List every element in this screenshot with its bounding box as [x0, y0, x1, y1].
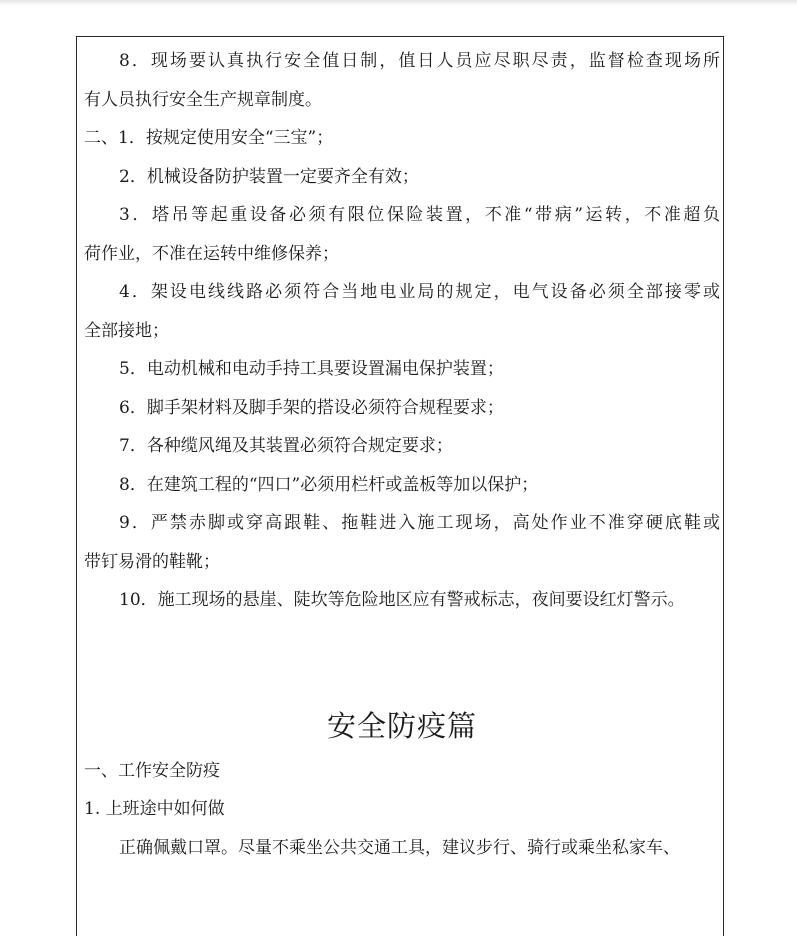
part-two-lines [84, 752, 720, 868]
text-line: 3．塔吊等起重设备必须有限位保险装置，不准“带病”运转，不准超负 [119, 205, 720, 225]
text-line: 有人员执行安全生产规章制度。 [84, 89, 322, 110]
blank-space [84, 620, 720, 700]
text-line: 1. 上班途中如何做 [84, 799, 225, 819]
text-line: 全部接地； [84, 320, 169, 341]
text-line: 荷作业，不准在运转中维修保养； [84, 243, 339, 264]
text-line: 5．电动机械和电动手持工具要设置漏电保护装置； [119, 359, 504, 379]
document-body [84, 42, 720, 867]
text-line: 6．脚手架材料及脚手架的搭设必须符合规程要求； [119, 397, 504, 418]
text-line: 10．施工现场的悬崖、陡坎等危险地区应有警戒标志，夜间要设红灯警示。 [119, 590, 685, 610]
text-line: 一、工作安全防疫 [84, 760, 220, 781]
text-line: 4．架设电线线路必须符合当地电业局的规定，电气设备必须全部接零或 [119, 282, 720, 302]
page-top-shadow [0, 0, 797, 6]
text-line: 2．机械设备防护装置一定要齐全有效； [119, 166, 419, 187]
text-line: 7．各种缆风绳及其装置必须符合规定要求； [119, 436, 453, 456]
section-title: 安全防疫篇 [326, 708, 477, 743]
text-line: 二、1．按规定使用安全“三宝”； [84, 128, 334, 148]
text-line: 带钉易滑的鞋靴； [84, 551, 220, 572]
part-one-lines [84, 42, 720, 620]
text-line: 9．严禁赤脚或穿高跟鞋、拖鞋进入施工现场，高处作业不准穿硬底鞋或 [119, 513, 720, 533]
text-line: 正确佩戴口罩。尽量不乘坐公共交通工具，建议步行、骑行或乘坐私家车、 [119, 837, 680, 858]
text-line: 8．现场要认真执行安全值日制，值日人员应尽职尽责，监督检查现场所 [119, 51, 720, 71]
text-line: 8．在建筑工程的“四口”必须用栏杆或盖板等加以保护； [119, 474, 539, 495]
